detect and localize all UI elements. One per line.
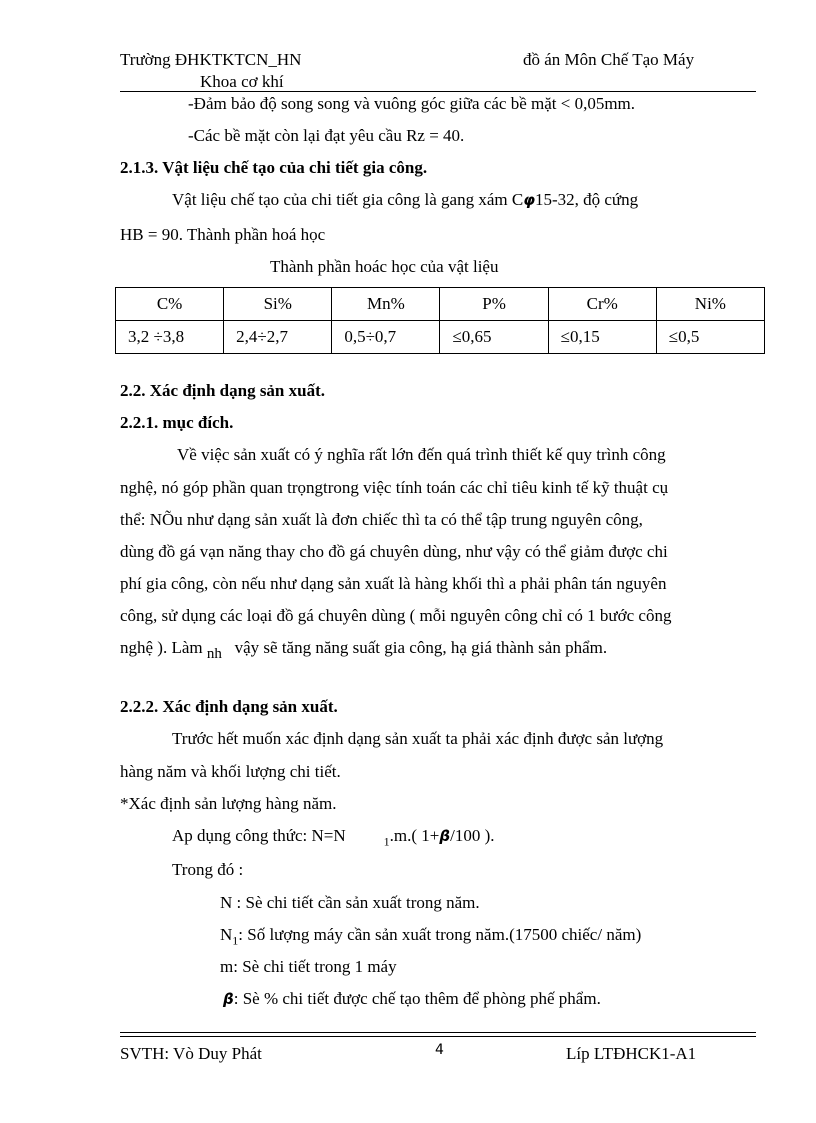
last-line-fragment: nh xyxy=(206,646,222,662)
footer-class: Líp LTĐHCK1-A1 xyxy=(566,1044,697,1063)
definition-N1 xyxy=(220,925,641,948)
definition-m: m: Sè chi tiết trong 1 máy xyxy=(220,957,397,976)
table-value-cell: ≤0,65 xyxy=(440,321,548,354)
definition-N1-text: : Số lượng máy cần sản xuất trong năm.(17500 chiếc/ năm) xyxy=(238,925,642,944)
header-school: Trường ĐHKTKTCN_HN xyxy=(120,50,302,69)
production-heading: 2.2. Xác định dạng sản xuất. xyxy=(120,381,326,400)
purpose-paragraph-line: nghệ, nó góp phần quan trọngtrong việc tính toán các chỉ tiêu kinh tế kỹ thuật cụ xyxy=(120,478,669,497)
table-value-row xyxy=(116,321,765,354)
purpose-heading: 2.2.1. mục đích. xyxy=(120,413,234,432)
table-header-cell: Cr% xyxy=(548,288,656,321)
definition-N1-subscript: 1 xyxy=(232,933,239,948)
header-department: Khoa cơ khí xyxy=(200,72,284,91)
material-paragraph-line-2: HB = 90. Thành phần hoá học xyxy=(120,225,326,244)
production-paragraph-line-1: Trước hết muốn xác định dạng sản xuất ta phải xác định được sản lượng xyxy=(172,729,664,748)
table-value-cell: ≤0,15 xyxy=(548,321,656,354)
definition-N1-symbol: N xyxy=(220,925,233,944)
material-paragraph-text-a: Vật liệu chế tạo của chi tiết gia công là gang xám C xyxy=(172,190,524,209)
production-type-heading: 2.2.2. Xác định dạng sản xuất. xyxy=(120,697,338,716)
header-divider xyxy=(120,91,756,92)
header-project-title: đồ án Môn Chế Tạo Máy xyxy=(523,50,695,69)
footer-divider-top xyxy=(120,1032,756,1033)
requirement-line-1: -Đảm bảo độ song song và vuông góc giữa các bề mặt < 0,05mm. xyxy=(188,94,636,113)
definition-beta-text: : Sè % chi tiết được chế tạo thêm để phòng phế phẩm. xyxy=(233,989,601,1008)
formula-line xyxy=(172,826,495,849)
composition-table xyxy=(115,287,765,354)
formula-text-b: .m.( 1+ xyxy=(389,826,440,845)
beta-symbol: β xyxy=(223,990,234,1008)
production-paragraph-line-2: hàng năm và khối lượng chi tiết. xyxy=(120,762,341,781)
table-value-cell: 0,5÷0,7 xyxy=(332,321,440,354)
material-paragraph-text-b: 15-32, độ cứng xyxy=(534,190,639,209)
purpose-paragraph-line: dùng đồ gá vạn năng thay cho đồ gá chuyên dùng, như vậy có thể giảm được chi xyxy=(120,542,668,561)
definition-beta xyxy=(220,989,601,1009)
table-header-cell: C% xyxy=(116,288,224,321)
footer-student: SVTH: Vò Duy Phát xyxy=(120,1044,262,1063)
purpose-paragraph-last-line xyxy=(120,638,608,662)
beta-symbol: β xyxy=(439,827,451,845)
footer-page-number: 4 xyxy=(435,1042,444,1058)
material-heading: 2.1.3. Vật liệu chế tạo của chi tiết gia công. xyxy=(120,158,428,177)
table-header-cell: P% xyxy=(440,288,548,321)
table-value-cell: 3,2 ÷3,8 xyxy=(116,321,224,354)
formula-text-a: Ap dụng công thức: N=N xyxy=(172,826,346,845)
table-value-cell: 2,4÷2,7 xyxy=(224,321,332,354)
table-header-row xyxy=(116,288,765,321)
formula-text-c: /100 ). xyxy=(450,826,495,845)
last-line-text-a: nghệ ). Làm xyxy=(120,638,203,657)
table-header-cell: Ni% xyxy=(656,288,764,321)
table-header-cell: Mn% xyxy=(332,288,440,321)
requirement-line-2: -Các bề mặt còn lại đạt yêu cầu Rz = 40. xyxy=(188,126,465,145)
table-value-cell: ≤0,5 xyxy=(656,321,764,354)
material-paragraph-line-1 xyxy=(172,190,638,210)
purpose-paragraph-line: thể: NÕu như dạng sản xuất là đơn chiếc thì ta có thể tập trung nguyên công, xyxy=(120,510,643,529)
purpose-paragraph-line: Về việc sản xuất có ý nghĩa rất lớn đến quá trình thiết kế quy trình công xyxy=(177,445,666,464)
last-line-text-b: vậy sẽ tăng năng suất gia công, hạ giá thành sản phẩm. xyxy=(234,638,608,657)
table-caption: Thành phần hoác học của vật liệu xyxy=(270,257,499,276)
formula-subscript: 1 xyxy=(383,834,390,849)
phi-symbol: φ xyxy=(523,191,535,209)
table-header-cell: Si% xyxy=(224,288,332,321)
purpose-paragraph-line: công, sử dụng các loại đồ gá chuyên dùng ( mỗi nguyên công chỉ có 1 bước công xyxy=(120,606,672,625)
annual-output-subheading: *Xác định sản lượng hàng năm. xyxy=(120,794,337,813)
where-label: Trong đó : xyxy=(172,860,244,879)
footer-divider-bottom xyxy=(120,1036,756,1037)
definition-N: N : Sè chi tiết cần sản xuất trong năm. xyxy=(220,893,480,912)
purpose-paragraph-line: phí gia công, còn nếu như dạng sản xuất là hàng khối thì a phải phân tán nguyên xyxy=(120,574,667,593)
